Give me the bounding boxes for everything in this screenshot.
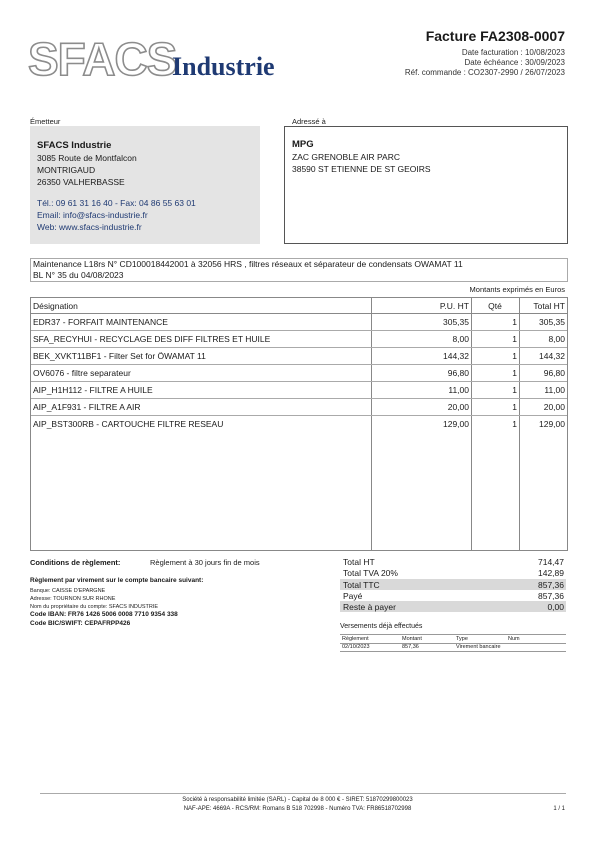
emitter-website[interactable]: Web: www.sfacs-industrie.fr [37, 222, 142, 232]
header-quantity: Qté [488, 301, 502, 311]
total-value: 0,00 [547, 602, 564, 613]
emitter-label: Émetteur [30, 117, 61, 126]
total-value: 714,47 [538, 557, 564, 567]
header-total: Total HT [533, 301, 565, 311]
bank-address: Adresse: TOURNON SUR RHONE [30, 596, 116, 602]
payment-row [340, 643, 566, 652]
remaining-row [340, 601, 566, 612]
total-label: Total HT [343, 557, 375, 567]
row-designation: AIP_A1F931 - FILTRE A AIR [33, 402, 141, 412]
row-unit-price: 11,00 [448, 385, 469, 395]
order-reference: Réf. commande : CO2307-2990 / 26/07/2023 [404, 68, 565, 77]
total-label: Total TVA 20% [343, 568, 398, 579]
invoice-date: Date facturation : 10/08/2023 [461, 48, 565, 57]
payments-header-num: Num [508, 636, 520, 642]
iban: Code IBAN: FR76 1426 5006 0008 7710 9354 338 [30, 611, 178, 618]
row-designation: EDR37 - FORFAIT MAINTENANCE [33, 317, 168, 327]
totals-block [340, 556, 566, 612]
emitter-name: SFACS Industrie [37, 140, 112, 151]
logo-suffix: Industrie [172, 52, 275, 81]
total-value: 857,36 [538, 590, 564, 601]
row-total: 144,32 [539, 351, 565, 361]
emitter-address1: 3085 Route de Montfalcon [37, 153, 137, 163]
total-value: 857,36 [538, 579, 564, 590]
bank-transfer-title: Règlement par virement sur le compte bancaire suivant: [30, 577, 204, 584]
row-designation: SFA_RECYHUI - RECYCLAGE DES DIFF FILTRES ET HUILE [33, 334, 271, 344]
paid-row [340, 590, 566, 601]
row-quantity: 1 [512, 385, 517, 395]
row-total: 11,00 [544, 385, 565, 395]
row-total: 8,00 [548, 334, 565, 344]
total-value: 142,89 [538, 568, 564, 579]
table-row [31, 416, 567, 432]
table-row [31, 399, 567, 416]
description-box [30, 258, 568, 282]
total-label: Reste à payer [343, 602, 396, 613]
description-line1: Maintenance L18rs N° CD100018442001 à 32056 HRS , filtres réseaux et séparateur de condensats OWAMAT 11 [33, 259, 463, 269]
logo-brand: SFACS [28, 33, 177, 85]
total-label: Payé [343, 590, 363, 601]
payments-header-type: Type [456, 636, 468, 642]
table-row [31, 365, 567, 382]
due-date: Date échéance : 30/09/2023 [464, 58, 565, 67]
row-quantity: 1 [512, 351, 517, 361]
payment-terms-value: Règlement à 30 jours fin de mois [150, 558, 260, 567]
table-header [31, 298, 567, 314]
footer-divider [40, 793, 566, 794]
payment-terms-label: Conditions de règlement: [30, 558, 121, 567]
row-unit-price: 8,00 [452, 334, 469, 344]
header-unit-price: P.U. HT [439, 301, 469, 311]
emitter-email[interactable]: Email: info@sfacs-industrie.fr [37, 210, 148, 220]
payments-title: Versements déjà effectués [340, 623, 423, 630]
invoice-lines-table [30, 297, 568, 551]
table-row [31, 314, 567, 331]
table-row [31, 382, 567, 399]
row-quantity: 1 [512, 368, 517, 378]
payments-header-amount: Montant [402, 636, 422, 642]
total-tva-row [340, 567, 566, 578]
emitter-phone: Tél.: 09 61 31 16 40 - Fax: 04 86 55 63 01 [37, 198, 196, 208]
total-ttc-row [340, 579, 566, 590]
payment-type: Virement bancaire [456, 644, 501, 650]
row-designation: BEK_XVKT11BF1 - Filter Set for ÖWAMAT 11 [33, 351, 206, 361]
row-designation: OV6076 - filtre separateur [33, 368, 131, 378]
addressee-address2: 38590 ST ETIENNE DE ST GEOIRS [292, 164, 431, 174]
emitter-address3: 26350 VALHERBASSE [37, 177, 125, 187]
emitter-address2: MONTRIGAUD [37, 165, 96, 175]
addressee-name: MPG [292, 139, 314, 150]
row-total: 129,00 [539, 419, 565, 429]
row-quantity: 1 [512, 419, 517, 429]
header-designation: Désignation [33, 301, 78, 311]
row-designation: AIP_H1H112 - FILTRE A HUILE [33, 385, 153, 395]
currency-note: Montants exprimés en Euros [469, 285, 565, 294]
addressee-label: Adressé à [292, 117, 326, 126]
row-quantity: 1 [512, 334, 517, 344]
row-quantity: 1 [512, 402, 517, 412]
row-total: 20,00 [543, 402, 565, 412]
row-unit-price: 20,00 [447, 402, 469, 412]
bank-name: Banque: CAISSE D'EPARGNE [30, 588, 106, 594]
emitter-box [30, 126, 260, 244]
table-row [31, 331, 567, 348]
payment-amount: 857,36 [402, 644, 419, 650]
page-number: 1 / 1 [553, 806, 565, 812]
row-unit-price: 96,80 [447, 368, 469, 378]
row-unit-price: 305,35 [443, 317, 469, 327]
bic-swift: Code BIC/SWIFT: CEPAFRPP426 [30, 620, 131, 627]
description-line2: BL N° 35 du 04/08/2023 [33, 270, 124, 280]
row-unit-price: 144,32 [443, 351, 469, 361]
row-total: 96,80 [543, 368, 565, 378]
account-owner: Nom du propriétaire du compte: SFACS INDUSTRIE [30, 604, 159, 610]
payment-date: 02/10/2023 [342, 644, 370, 650]
row-quantity: 1 [512, 317, 517, 327]
invoice-title: Facture FA2308-0007 [425, 28, 565, 44]
addressee-address1: ZAC GRENOBLE AIR PARC [292, 152, 401, 162]
total-label: Total TTC [343, 579, 380, 590]
table-row [31, 348, 567, 365]
footer-legal-line1: Société à responsabilité limitée (SARL) - Capital de 8 000 € - SIRET: 51870299800023 [182, 797, 413, 803]
row-total: 305,35 [539, 317, 565, 327]
row-designation: AIP_BST300RB - CARTOUCHE FILTRE RESEAU [33, 419, 224, 429]
total-ht-row [340, 556, 566, 567]
row-unit-price: 129,00 [443, 419, 469, 429]
addressee-box [284, 126, 568, 244]
payments-header-date: Règlement [342, 636, 369, 642]
footer-legal-line2: NAF-APE: 4669A - RCS/RM: Romans B 518 702998 - Numéro TVA: FR86518702998 [183, 806, 412, 812]
